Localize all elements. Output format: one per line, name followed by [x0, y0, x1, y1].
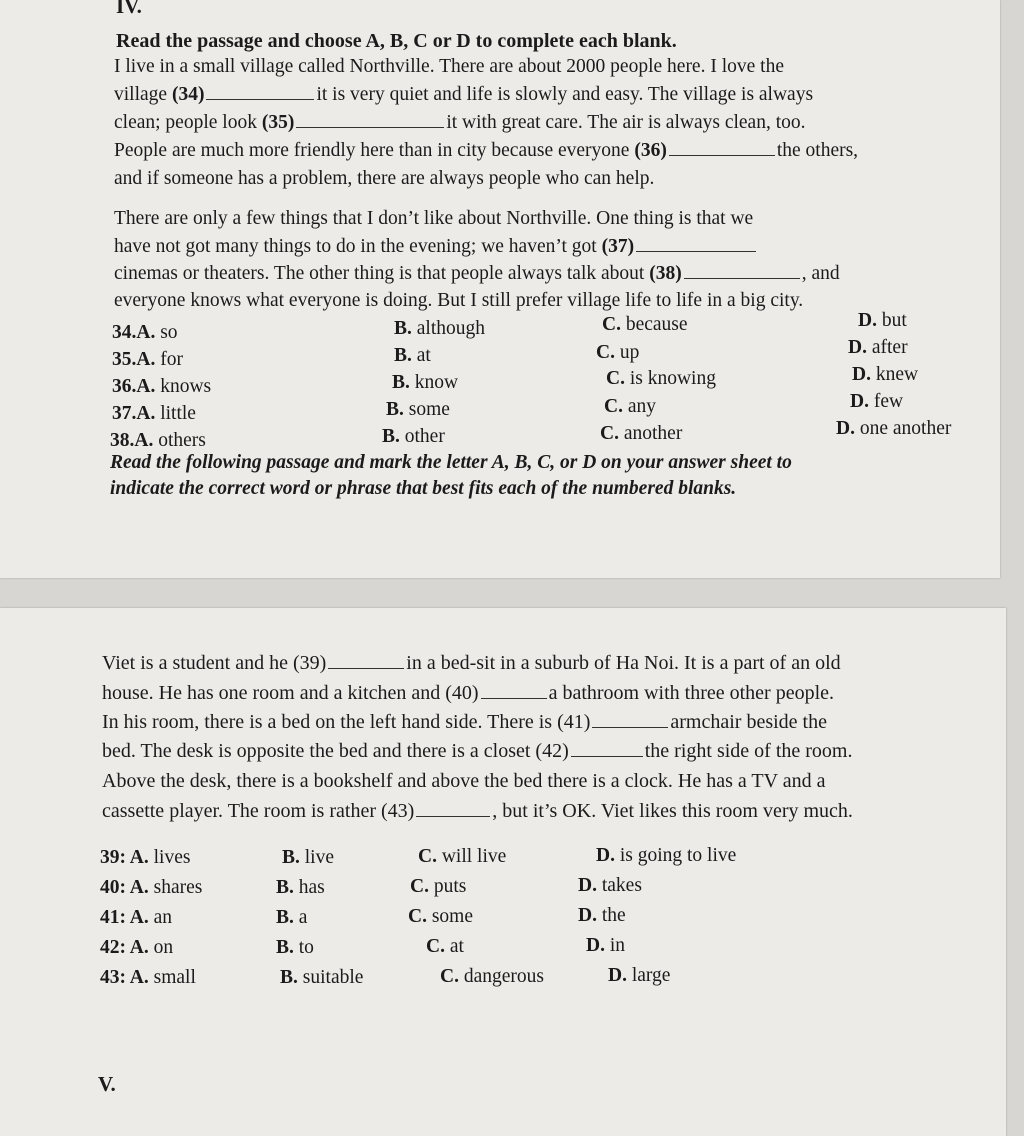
option-text: large	[626, 965, 671, 986]
option-text: other	[399, 426, 445, 447]
passage-text: the right side of the room.	[644, 740, 853, 762]
passage-text: armchair beside the	[670, 711, 827, 733]
passage-line: Above the desk, there is a bookshelf and above the bed there is a clock. He has a TV and a	[102, 770, 826, 792]
option-text: suitable	[297, 967, 364, 988]
passage-text: clean; people look	[114, 112, 262, 133]
option-text: although	[411, 318, 486, 339]
option-text: others	[153, 430, 206, 451]
option-c[interactable]	[604, 396, 656, 418]
option-a[interactable]	[112, 349, 183, 371]
passage-text: it with great care. The air is always clean, too.	[446, 112, 806, 133]
option-text: an	[148, 907, 173, 928]
option-text: at	[411, 345, 431, 366]
option-label: C.	[426, 936, 445, 957]
passage-text: village	[114, 84, 172, 105]
option-label: 37.A.	[112, 403, 156, 424]
option-label: 38.A.	[110, 430, 154, 451]
answer-blank-36[interactable]	[669, 154, 775, 156]
passage-line	[102, 652, 841, 675]
passage-text: , but it’s OK. Viet likes this room very much.	[492, 800, 853, 822]
passage-text: house. He has one room and a kitchen and (40)	[102, 682, 479, 704]
option-a[interactable]	[110, 430, 206, 452]
option-label: D.	[578, 875, 597, 896]
option-label: B.	[394, 318, 412, 339]
option-b[interactable]	[280, 967, 363, 989]
option-text: another	[618, 423, 683, 444]
option-text: one another	[854, 418, 952, 439]
option-label: C.	[410, 876, 429, 897]
passage-line	[102, 711, 827, 734]
option-label: B.	[382, 426, 400, 447]
option-c[interactable]	[426, 936, 464, 958]
option-label: B.	[394, 345, 412, 366]
worksheet-page-bottom	[0, 608, 1006, 1136]
option-label: C.	[606, 368, 625, 389]
passage-line	[102, 800, 853, 823]
option-text: dangerous	[458, 966, 544, 987]
answer-blank-41[interactable]	[592, 726, 668, 728]
passage-line	[114, 112, 806, 134]
option-label: 36.A.	[112, 376, 156, 397]
option-d[interactable]	[586, 935, 625, 957]
option-label: C.	[604, 396, 623, 417]
answer-blank-39[interactable]	[328, 667, 404, 669]
option-text: because	[620, 314, 688, 335]
answer-blank-34[interactable]	[206, 98, 314, 100]
passage-text: cassette player. The room is rather (43)	[102, 800, 415, 822]
passage-text: Viet is a student and he (39)	[102, 652, 327, 674]
option-c[interactable]	[410, 876, 466, 898]
option-label: C.	[440, 966, 459, 987]
option-text: knew	[870, 364, 919, 385]
passage-line	[114, 236, 758, 258]
option-text: will live	[436, 846, 507, 867]
option-label: C.	[600, 423, 619, 444]
option-d[interactable]	[858, 310, 907, 332]
option-text: takes	[596, 875, 642, 896]
option-label: 43: A.	[100, 967, 149, 988]
option-text: after	[866, 337, 908, 358]
option-c[interactable]	[602, 314, 688, 336]
passage-text: the others,	[776, 140, 859, 161]
option-c[interactable]	[600, 423, 682, 445]
option-text: little	[155, 403, 196, 424]
option-text: small	[148, 967, 196, 988]
option-b[interactable]	[382, 426, 445, 448]
option-text: to	[293, 937, 314, 958]
option-label: 34.A.	[112, 322, 156, 343]
option-text: has	[293, 877, 325, 898]
section-v-heading: V.	[98, 1072, 116, 1096]
passage-text: a bathroom with three other people.	[548, 682, 835, 704]
option-text: so	[155, 322, 178, 343]
option-d[interactable]	[596, 845, 736, 867]
option-text: but	[876, 310, 907, 331]
passage-text: cinemas or theaters. The other thing is that people always talk about	[114, 263, 650, 284]
option-text: lives	[148, 847, 191, 868]
passage-text: have not got many things to do in the evening; we haven’t got	[114, 236, 602, 257]
worksheet-page-top	[0, 0, 1000, 578]
option-text: up	[614, 342, 640, 363]
option-c[interactable]	[418, 846, 506, 868]
option-label: 41: A.	[100, 907, 149, 928]
option-a[interactable]	[112, 322, 178, 344]
option-label: C.	[408, 906, 427, 927]
option-label: B.	[282, 847, 300, 868]
option-text: live	[299, 847, 335, 868]
option-b[interactable]	[392, 372, 458, 394]
passage-line	[102, 740, 852, 763]
passage-line	[114, 84, 813, 106]
option-text: in	[604, 935, 626, 956]
passage-text: in a bed-sit in a suburb of Ha Noi. It is a part of an old	[406, 652, 841, 674]
option-d[interactable]	[850, 391, 903, 413]
option-d[interactable]	[852, 364, 918, 386]
option-text: know	[409, 372, 459, 393]
blank-number-35: (35)	[261, 112, 295, 133]
option-label: D.	[848, 337, 867, 358]
option-label: 40: A.	[100, 877, 149, 898]
passage-text: People are much more friendly here than in city because everyone	[114, 140, 635, 161]
option-d[interactable]	[578, 875, 642, 897]
option-label: 42: A.	[100, 937, 149, 958]
option-label: C.	[596, 342, 615, 363]
option-b[interactable]	[394, 345, 431, 367]
passage-line: everyone knows what everyone is doing. But I still prefer village life to life in a big city.	[114, 290, 804, 311]
option-b[interactable]	[386, 399, 450, 421]
option-text: knows	[155, 376, 212, 397]
passage-line: I live in a small village called Northville. There are about 2000 people here. I love the	[114, 56, 784, 77]
passage-line	[114, 263, 840, 285]
option-c[interactable]	[440, 966, 544, 988]
option-text: is going to live	[614, 845, 737, 866]
option-d[interactable]	[608, 965, 670, 987]
option-d[interactable]	[578, 905, 626, 927]
answer-blank-37[interactable]	[636, 250, 756, 252]
option-label: B.	[392, 372, 410, 393]
answer-blank-38[interactable]	[684, 277, 800, 279]
option-a[interactable]	[100, 847, 190, 869]
option-a[interactable]	[100, 937, 173, 959]
passage-text: bed. The desk is opposite the bed and there is a closet (42)	[102, 740, 569, 762]
option-text: few	[868, 391, 904, 412]
option-text: some	[426, 906, 474, 927]
option-label: B.	[276, 937, 294, 958]
option-label: D.	[858, 310, 877, 331]
option-label: D.	[586, 935, 605, 956]
blank-number-37: (37)	[601, 236, 635, 257]
passage-text: , and	[801, 263, 840, 284]
option-label: D.	[852, 364, 871, 385]
option-text: the	[596, 905, 626, 926]
passage-line: and if someone has a problem, there are always people who can help.	[114, 168, 655, 189]
answer-blank-40[interactable]	[481, 697, 547, 699]
blank-number-38: (38)	[649, 263, 682, 284]
option-label: C.	[418, 846, 437, 867]
answer-blank-35[interactable]	[296, 126, 444, 128]
option-label: 39: A.	[100, 847, 149, 868]
option-label: B.	[276, 907, 294, 928]
option-c[interactable]	[596, 342, 639, 364]
passage-line: There are only a few things that I don’t like about Northville. One thing is that we	[114, 208, 754, 229]
option-text: a	[293, 907, 308, 928]
option-a[interactable]	[100, 877, 202, 899]
section-iv-instruction: Read the passage and choose A, B, C or D to complete each blank.	[116, 30, 677, 52]
option-b[interactable]	[394, 318, 485, 340]
passage-line	[114, 140, 858, 162]
option-text: for	[155, 349, 183, 370]
option-b[interactable]	[276, 907, 307, 929]
option-b[interactable]	[276, 877, 325, 899]
option-text: shares	[148, 877, 203, 898]
option-label: D.	[608, 965, 627, 986]
passage-text: it is very quiet and life is slowly and easy. The village is always	[316, 84, 814, 105]
option-label: B.	[276, 877, 294, 898]
option-label: D.	[578, 905, 597, 926]
option-label: C.	[602, 314, 621, 335]
instruction-line: indicate the correct word or phrase that best fits each of the numbered blanks.	[110, 478, 737, 499]
option-label: D.	[596, 845, 615, 866]
option-text: any	[622, 396, 656, 417]
option-text: is knowing	[624, 368, 716, 389]
blank-number-36: (36)	[634, 140, 667, 161]
answer-blank-42[interactable]	[571, 755, 643, 757]
instruction-line: Read the following passage and mark the letter A, B, C, or D on your answer sheet to	[110, 452, 792, 473]
option-a[interactable]	[112, 403, 196, 425]
passage-text: In his room, there is a bed on the left hand side. There is (41)	[102, 711, 591, 733]
option-a[interactable]	[100, 907, 172, 929]
section-iv-heading: IV.	[116, 0, 142, 18]
option-label: D.	[836, 418, 855, 439]
option-d[interactable]	[836, 418, 951, 440]
option-label: B.	[386, 399, 404, 420]
option-text: at	[444, 936, 464, 957]
option-a[interactable]	[100, 967, 196, 989]
option-text: puts	[428, 876, 467, 897]
option-d[interactable]	[848, 337, 908, 359]
option-b[interactable]	[282, 847, 334, 869]
option-label: 35.A.	[112, 349, 156, 370]
passage-line	[102, 682, 834, 705]
answer-blank-43[interactable]	[416, 815, 490, 817]
option-label: B.	[280, 967, 298, 988]
option-c[interactable]	[606, 368, 716, 390]
option-text: some	[403, 399, 450, 420]
option-text: on	[148, 937, 174, 958]
blank-number-34: (34)	[171, 84, 205, 105]
option-label: D.	[850, 391, 869, 412]
option-a[interactable]	[112, 376, 211, 398]
option-b[interactable]	[276, 937, 314, 959]
option-c[interactable]	[408, 906, 473, 928]
